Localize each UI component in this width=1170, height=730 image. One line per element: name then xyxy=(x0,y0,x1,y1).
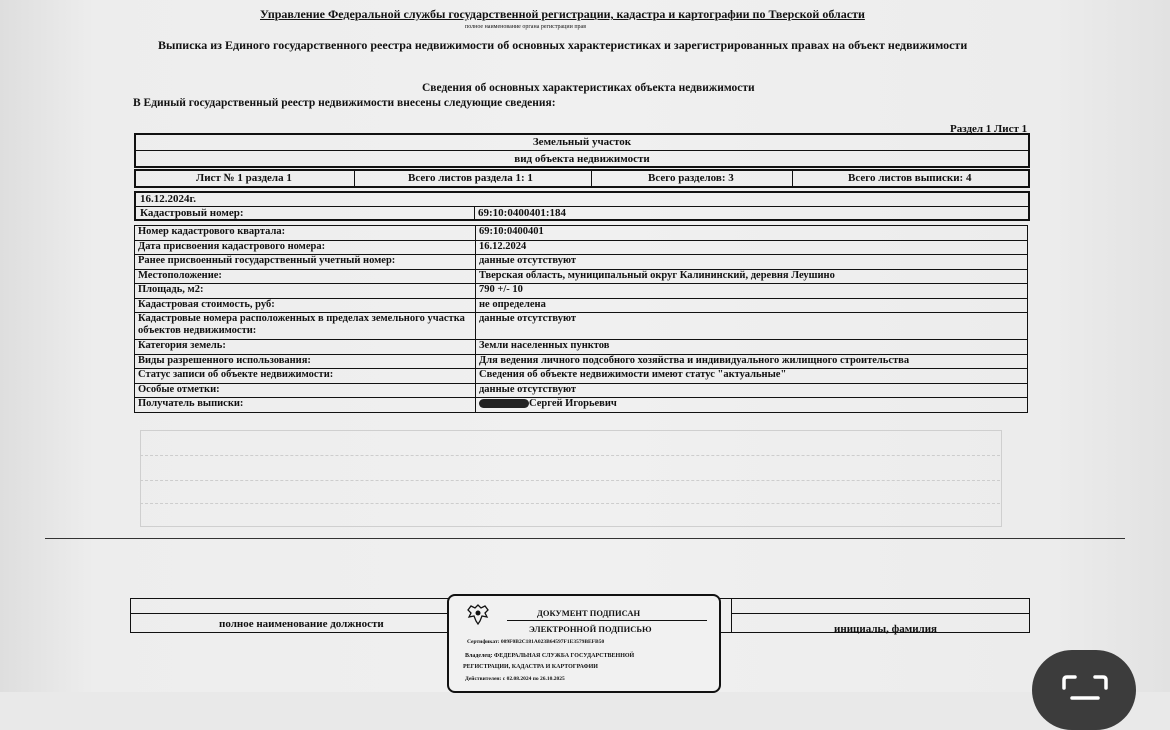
divider xyxy=(591,171,592,186)
signature-line-2: ЭЛЕКТРОННОЙ ПОДПИСЬЮ xyxy=(529,624,652,634)
electronic-signature-stamp xyxy=(447,594,721,693)
row-value: данные отсутствуют xyxy=(476,255,1028,270)
cadastral-number-value: 69:10:0400401:184 xyxy=(478,207,566,219)
characteristics-table xyxy=(134,225,1028,413)
row-label: Особые отметки: xyxy=(135,383,476,398)
sheets-row xyxy=(134,169,1030,188)
faded-line xyxy=(140,455,1000,456)
row-value: 16.12.2024 xyxy=(476,240,1028,255)
table-row xyxy=(135,369,1028,384)
table-row xyxy=(135,313,1028,340)
divider xyxy=(131,613,449,614)
table-row xyxy=(135,354,1028,369)
sheet-number: Лист № 1 раздела 1 xyxy=(196,172,292,184)
validity-period: Действителен: с 02.08.2024 по 26.10.2025 xyxy=(465,676,565,682)
row-label: Получатель выписки: xyxy=(135,398,476,413)
row-label: Статус записи об объекте недвижимости: xyxy=(135,369,476,384)
divider xyxy=(136,150,1028,151)
row-label: Номер кадастрового квартала: xyxy=(135,226,476,241)
faded-line xyxy=(140,503,1000,504)
divider xyxy=(474,206,475,219)
row-label: Местоположение: xyxy=(135,269,476,284)
organization-caption: полное наименование органа регистрации прав xyxy=(465,24,587,30)
table-row xyxy=(135,284,1028,299)
table-row xyxy=(135,240,1028,255)
intro-text: В Единый государственный реестр недвижимости внесены следующие сведения: xyxy=(133,97,556,109)
faded-line xyxy=(140,480,1000,481)
row-label: Кадастровые номера расположенных в пределах земельного участка объектов недвижимости: xyxy=(135,313,476,340)
owner-line-1: Владелец: ФЕДЕРАЛЬНАЯ СЛУЖБА ГОСУДАРСТВЕННОЙ xyxy=(465,653,635,659)
total-sheets-section: Всего листов раздела 1: 1 xyxy=(408,172,533,184)
row-label: Площадь, м2: xyxy=(135,284,476,299)
section-title: Сведения об основных характеристиках объекта недвижимости xyxy=(422,82,755,94)
divider xyxy=(507,620,707,621)
scan-frame-icon xyxy=(1060,674,1110,710)
row-label: Ранее присвоенный государственный учетный номер: xyxy=(135,255,476,270)
table-row xyxy=(135,269,1028,284)
signature-line-1: ДОКУМЕНТ ПОДПИСАН xyxy=(537,608,641,618)
total-sections: Всего разделов: 3 xyxy=(648,172,734,184)
row-value: не определена xyxy=(476,298,1028,313)
double-headed-eagle-icon xyxy=(465,602,491,626)
section-label: Раздел 1 Лист 1 xyxy=(950,123,1028,135)
row-value: Тверская область, муниципальный округ Калининский, деревня Леушино xyxy=(476,269,1028,284)
row-value: Земли населенных пунктов xyxy=(476,340,1028,355)
date-cadastral-box xyxy=(134,191,1030,221)
cadastral-number-label: Кадастровый номер: xyxy=(140,207,244,219)
row-value: 69:10:0400401 xyxy=(476,226,1028,241)
recipient-cell xyxy=(476,398,1028,413)
object-type: Земельный участок xyxy=(532,136,632,148)
faded-table-ghost xyxy=(140,430,1002,527)
divider xyxy=(792,171,793,186)
extract-title: Выписка из Единого государственного реестра недвижимости об основных характеристиках и зарегистрированных правах на объект недвижимости xyxy=(158,38,968,52)
table-row xyxy=(135,298,1028,313)
initials-caption: инициалы, фамилия xyxy=(834,623,937,635)
row-value: данные отсутствуют xyxy=(476,383,1028,398)
table-row xyxy=(135,398,1028,413)
recipient-name: Сергей Игорьевич xyxy=(529,398,617,409)
row-label: Категория земель: xyxy=(135,340,476,355)
row-label: Дата присвоения кадастрового номера: xyxy=(135,240,476,255)
table-row xyxy=(135,383,1028,398)
divider xyxy=(354,171,355,186)
row-label: Виды разрешенного использования: xyxy=(135,354,476,369)
row-label: Кадастровая стоимость, руб: xyxy=(135,298,476,313)
position-caption: полное наименование должности xyxy=(219,618,384,630)
page-separator-line xyxy=(45,538,1125,539)
object-type-box xyxy=(134,133,1030,168)
scan-button[interactable] xyxy=(1032,650,1136,730)
owner-line-2: РЕГИСТРАЦИИ, КАДАСТРА И КАРТОГРАФИИ xyxy=(463,664,598,670)
row-value: данные отсутствуют xyxy=(476,313,1028,340)
table-row xyxy=(135,340,1028,355)
divider xyxy=(136,206,1028,207)
total-sheets-extract: Всего листов выписки: 4 xyxy=(848,172,972,184)
divider xyxy=(731,613,1029,614)
table-row xyxy=(135,226,1028,241)
certificate-number: Сертификат: 009F0B2C181A023B64597F1E3579BEFB50 xyxy=(467,639,605,645)
organization-name: Управление Федеральной службы государственной регистрации, кадастра и картографии по Тверской области xyxy=(260,7,865,21)
row-value: 790 +/- 10 xyxy=(476,284,1028,299)
divider xyxy=(731,599,732,632)
redaction-mark xyxy=(479,399,529,408)
table-row xyxy=(135,255,1028,270)
row-value: Для ведения личного подсобного хозяйства и индивидуального жилищного строительства xyxy=(476,354,1028,369)
object-type-caption: вид объекта недвижимости xyxy=(514,153,650,165)
extract-date: 16.12.2024г. xyxy=(140,193,197,205)
row-value: Сведения об объекте недвижимости имеют статус "актуальные" xyxy=(476,369,1028,384)
